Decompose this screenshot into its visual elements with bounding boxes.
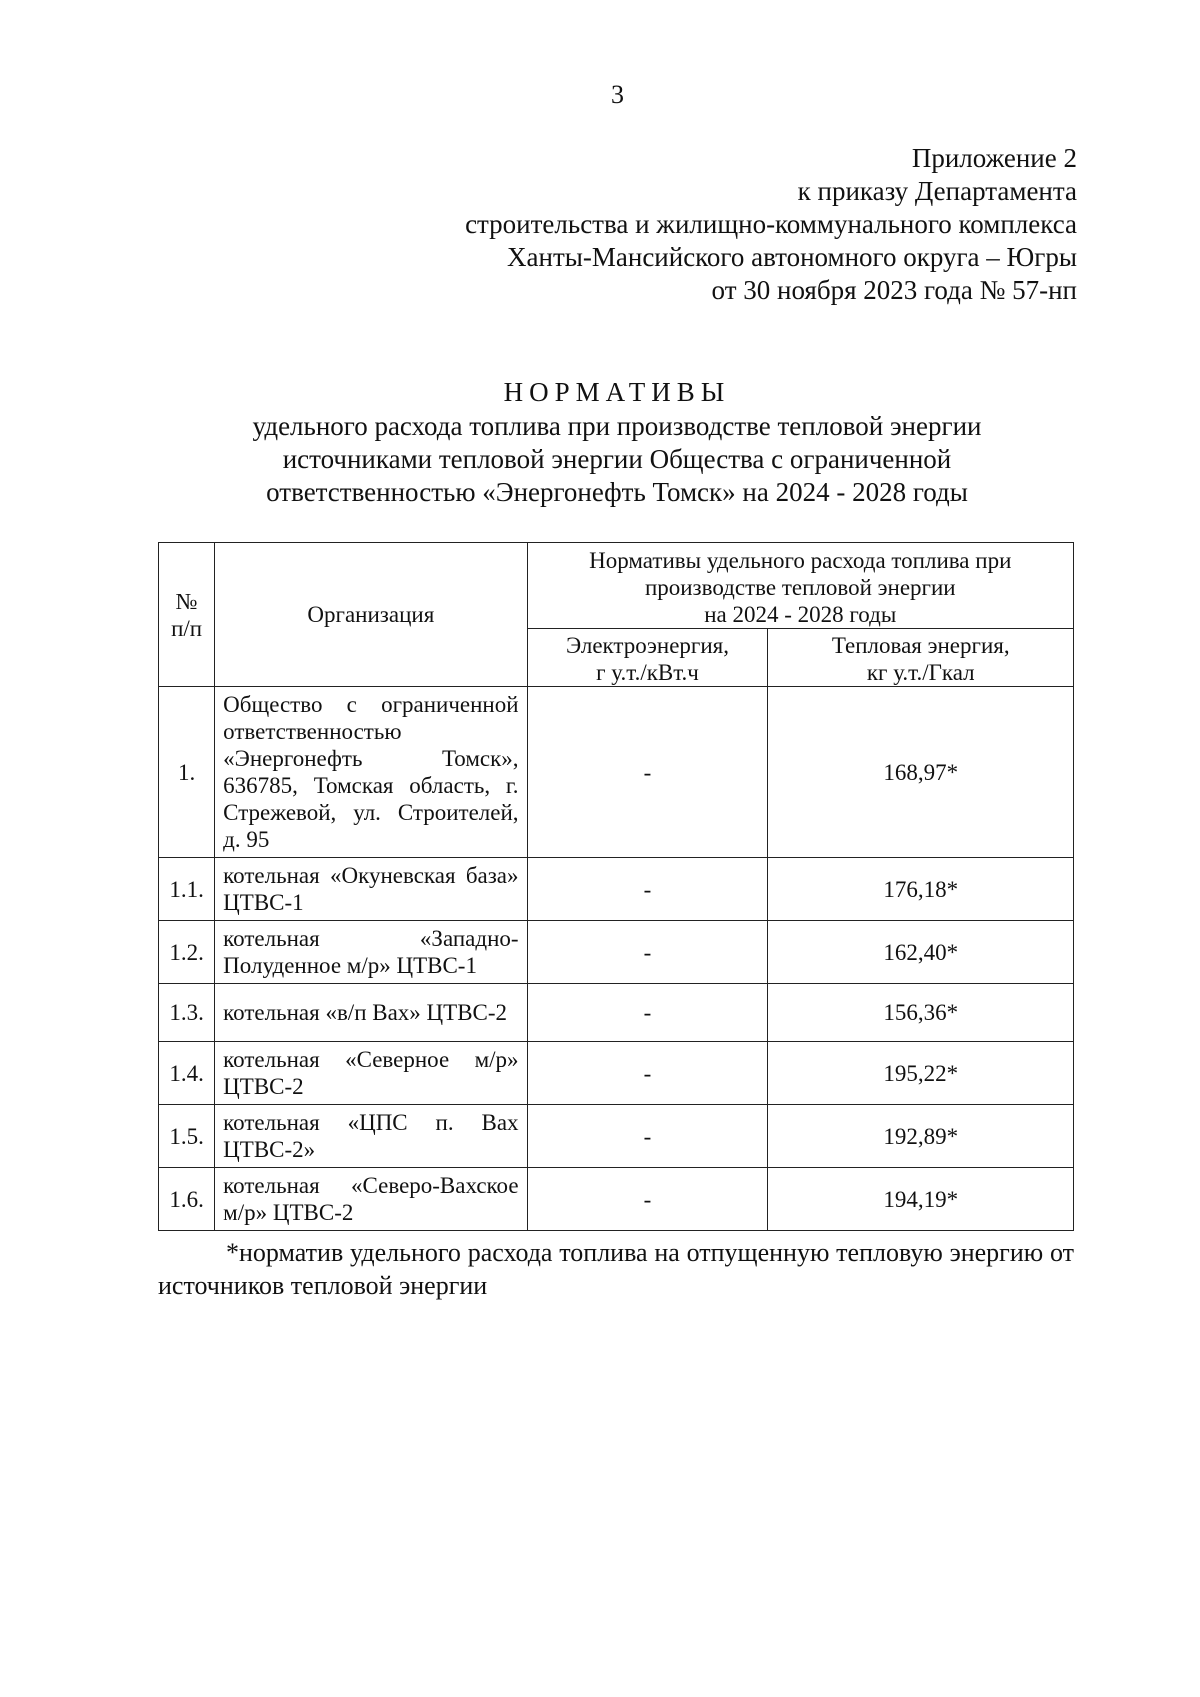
- row-electric: -: [527, 858, 768, 921]
- table-row: [159, 1105, 1074, 1168]
- appendix-line: Приложение 2: [911, 143, 1077, 173]
- header-thermal-line: кг у.т./Гкал: [866, 660, 975, 685]
- header-thermal-line: Тепловая энергия,: [831, 633, 1010, 658]
- row-organization: котельная «Западно-Полуденное м/р» ЦТВС-1: [215, 921, 527, 984]
- row-organization: котельная «ЦПС п. Вах ЦТВС-2»: [215, 1105, 527, 1168]
- row-num: 1.: [159, 687, 215, 858]
- table-header-row: [159, 543, 1074, 629]
- document-title: [0, 376, 1200, 509]
- row-electric: -: [527, 984, 768, 1042]
- row-num: 1.1.: [159, 858, 215, 921]
- header-electric-line: Электроэнергия,: [565, 633, 729, 658]
- title-line: источниками тепловой энергии Общества с ограниченной: [282, 444, 952, 474]
- table-row: [159, 921, 1074, 984]
- header-num: [159, 543, 215, 687]
- appendix-line: к приказу Департамента: [797, 176, 1077, 206]
- row-thermal: 195,22*: [768, 1042, 1074, 1105]
- row-electric: -: [527, 687, 768, 858]
- row-num: 1.5.: [159, 1105, 215, 1168]
- row-organization: Общество с ограниченной ответственностью «Энергонефть Томск», 636785, Томская область, г. Стрежевой, ул. Строителей, д. 95: [215, 687, 527, 858]
- page-number: 3: [611, 80, 624, 109]
- footnote: [158, 1236, 1074, 1302]
- table-row: [159, 984, 1074, 1042]
- header-num-line: п/п: [171, 615, 203, 641]
- header-organization: Организация: [215, 543, 527, 687]
- row-num: 1.6.: [159, 1168, 215, 1231]
- row-num: 1.2.: [159, 921, 215, 984]
- title-line: ответственностью «Энергонефть Томск» на 2024 - 2028 годы: [266, 477, 968, 507]
- row-electric: -: [527, 921, 768, 984]
- appendix-line: Ханты-Мансийского автономного округа – Югры: [507, 242, 1077, 272]
- row-electric: -: [527, 1168, 768, 1231]
- appendix-header: [465, 142, 1077, 307]
- header-thermal: [768, 629, 1074, 687]
- row-organization: котельная «Окуневская база» ЦТВС-1: [215, 858, 527, 921]
- header-norms-group: [527, 543, 1073, 629]
- row-thermal: 192,89*: [768, 1105, 1074, 1168]
- row-thermal: 194,19*: [768, 1168, 1074, 1231]
- table-row: [159, 858, 1074, 921]
- row-num: 1.4.: [159, 1042, 215, 1105]
- footnote-text: *норматив удельного расхода топлива на отпущенную тепловую энергию от источников тепловой энергии: [158, 1238, 1074, 1300]
- row-organization: котельная «Северо-Вахское м/р» ЦТВС-2: [215, 1168, 527, 1231]
- row-thermal: 156,36*: [768, 984, 1074, 1042]
- header-electric: [527, 629, 768, 687]
- row-num: 1.3.: [159, 984, 215, 1042]
- header-group-line: на 2024 - 2028 годы: [704, 602, 897, 627]
- appendix-line: от 30 ноября 2023 года № 57-нп: [711, 275, 1077, 305]
- table-row: [159, 1042, 1074, 1105]
- row-organization: котельная «в/п Вах» ЦТВС-2: [215, 984, 527, 1042]
- row-thermal: 162,40*: [768, 921, 1074, 984]
- row-thermal: 176,18*: [768, 858, 1074, 921]
- title-main: НОРМАТИВЫ: [503, 377, 731, 407]
- header-num-line: №: [175, 588, 198, 614]
- header-electric-line: г у.т./кВт.ч: [596, 660, 699, 685]
- row-electric: -: [527, 1105, 768, 1168]
- table-row: [159, 687, 1074, 858]
- row-electric: -: [527, 1042, 768, 1105]
- header-group-line: производстве тепловой энергии: [644, 575, 956, 600]
- title-line: удельного расхода топлива при производстве тепловой энергии: [252, 411, 982, 441]
- table-row: [159, 1168, 1074, 1231]
- norms-table: [158, 542, 1074, 1231]
- appendix-line: строительства и жилищно-коммунального комплекса: [465, 209, 1077, 239]
- header-group-line: Нормативы удельного расхода топлива при: [589, 548, 1012, 573]
- row-thermal: 168,97*: [768, 687, 1074, 858]
- row-organization: котельная «Северное м/р» ЦТВС-2: [215, 1042, 527, 1105]
